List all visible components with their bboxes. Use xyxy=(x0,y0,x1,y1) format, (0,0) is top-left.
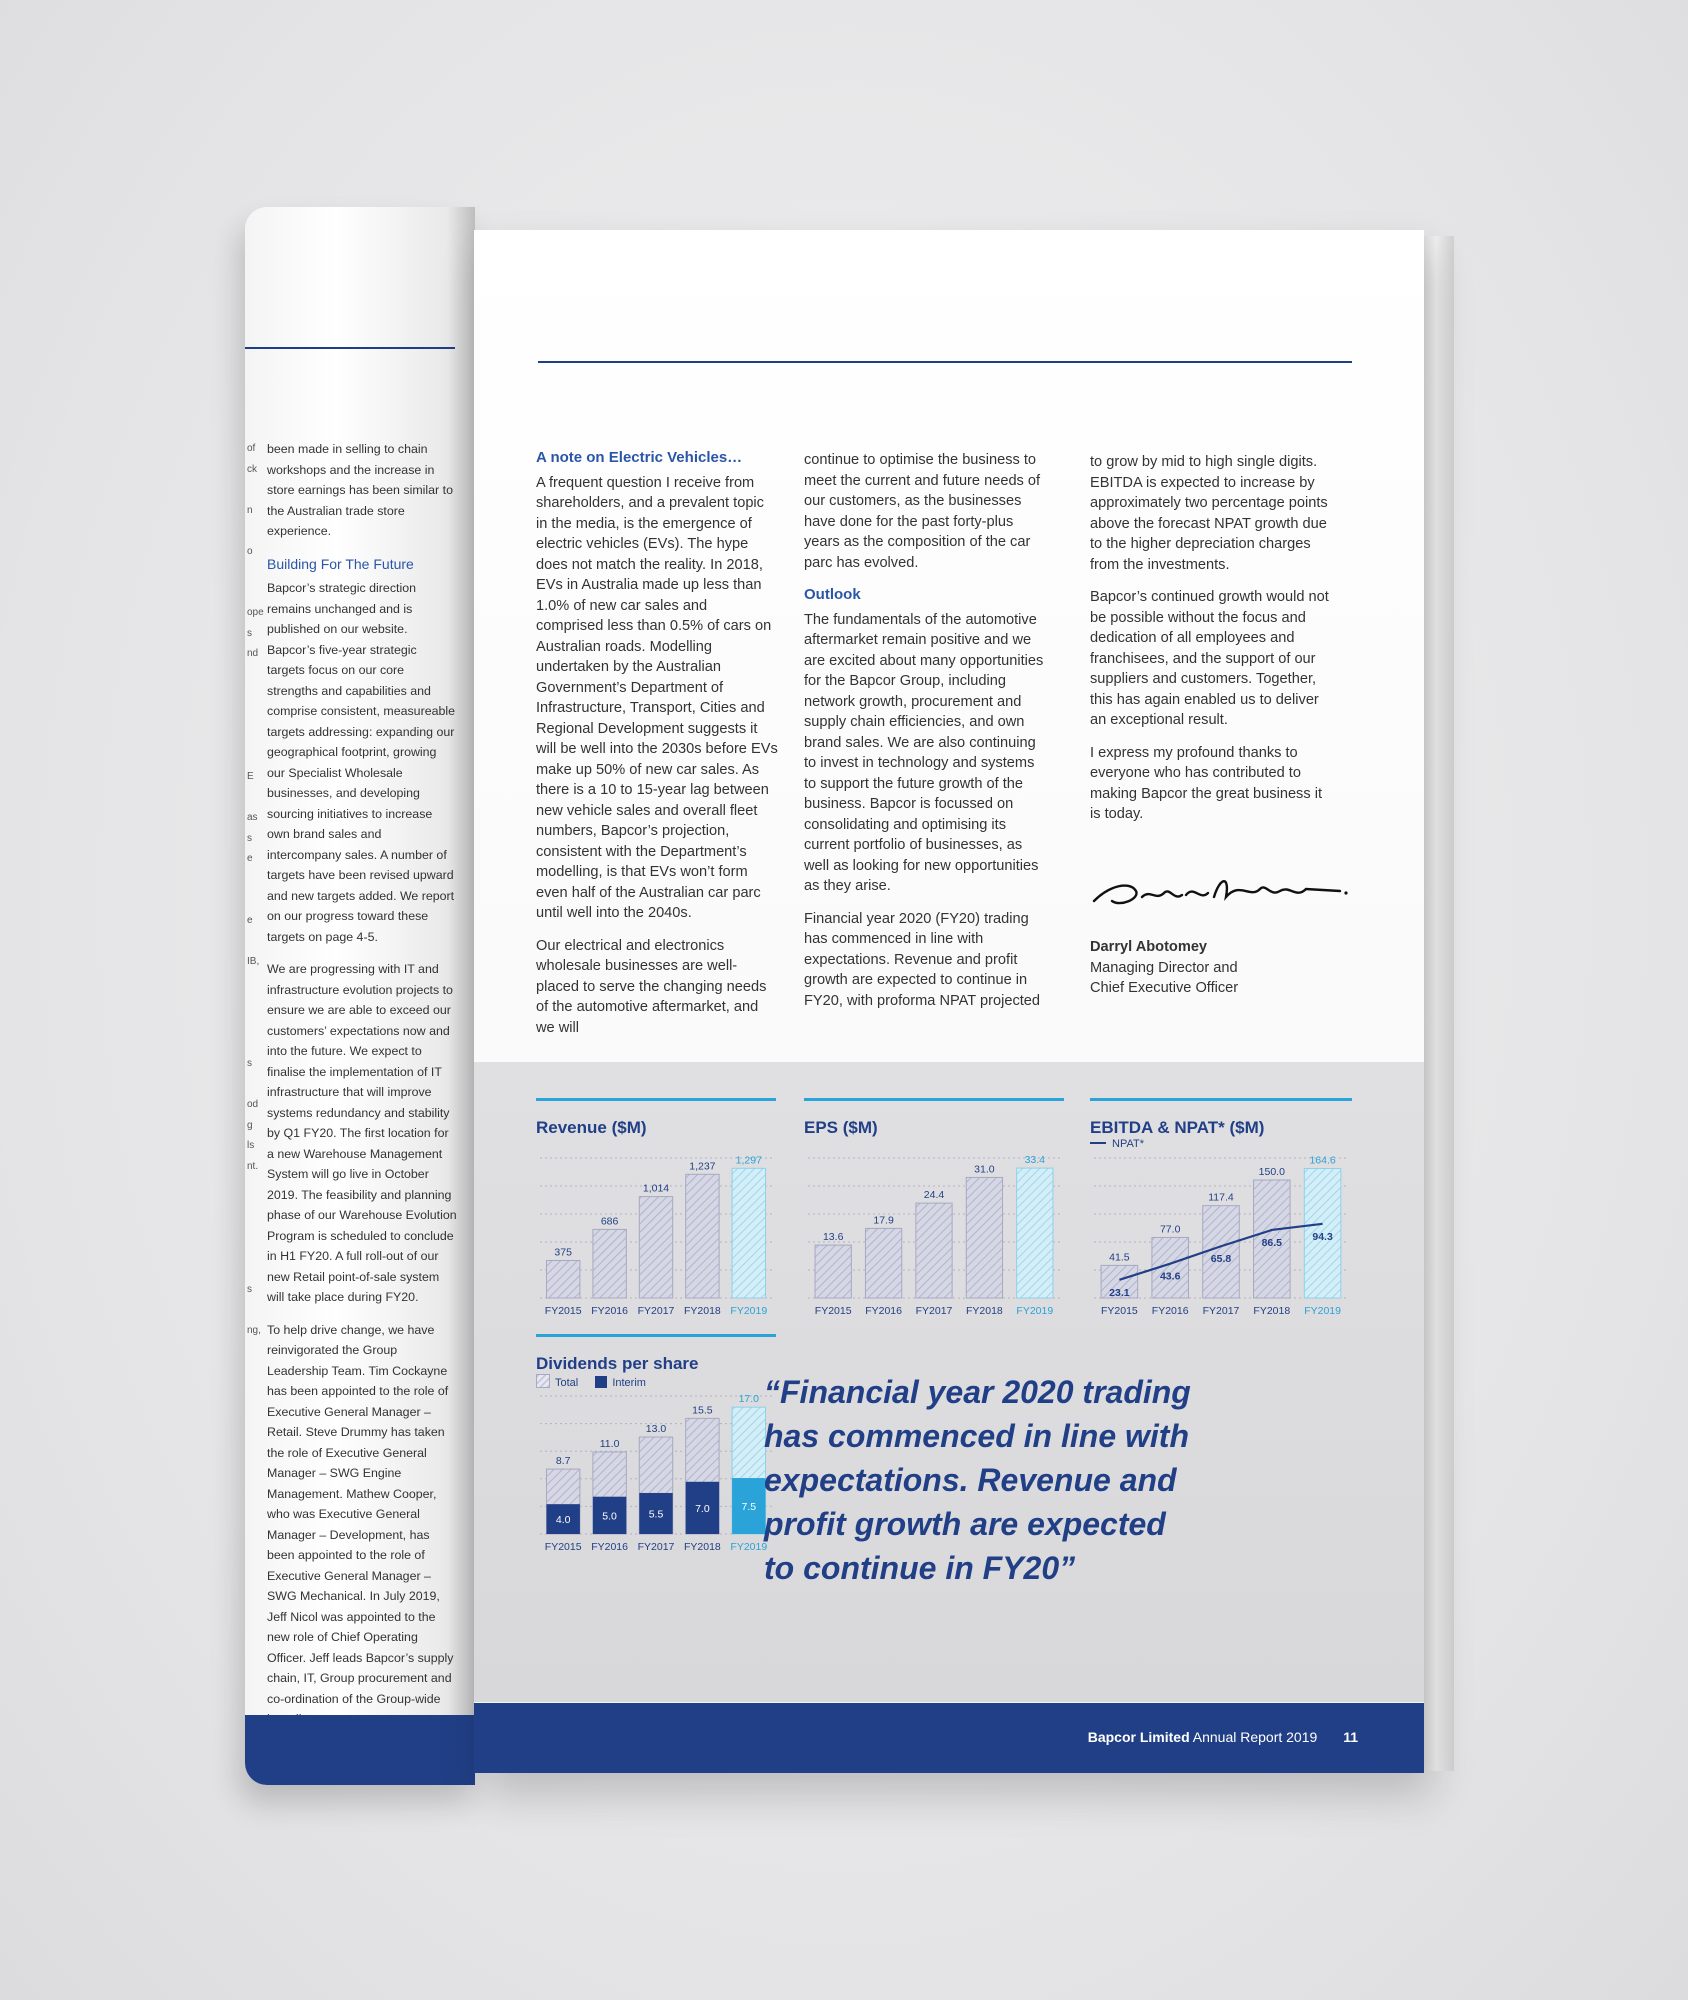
data-label: 8.7 xyxy=(555,1455,571,1468)
col2-paragraph-3: Financial year 2020 (FY20) trading has commenced in line with expectations. Revenue and profit growth are expected to continue in FY20, with proforma NPAT projected xyxy=(804,910,1041,1009)
data-label-interim: 5.0 xyxy=(602,1510,617,1523)
cut-fragment xyxy=(247,562,261,583)
npat-data-label: 94.3 xyxy=(1312,1230,1333,1243)
cut-fragment: n xyxy=(247,504,253,516)
bar xyxy=(546,1261,579,1299)
revenue-chart-svg xyxy=(536,1098,776,1328)
data-label: 77.0 xyxy=(1159,1223,1181,1236)
cut-fragment: ck xyxy=(247,463,257,475)
page-footer xyxy=(474,1703,1424,1773)
cut-fragment xyxy=(247,1239,261,1260)
col3-paragraph-3: I express my profound thanks to everyone who has contributed to making Bapcor the great business it is today. xyxy=(1090,744,1323,822)
npat-data-label: 86.5 xyxy=(1261,1236,1283,1249)
tick-label: FY2017 xyxy=(1202,1305,1240,1317)
eps-chart-svg xyxy=(804,1098,1064,1328)
page-stack-edge xyxy=(1424,236,1454,1771)
cut-fragment: nt. xyxy=(247,1160,259,1172)
cut-fragment xyxy=(247,1218,261,1239)
legend-label-total: Total xyxy=(555,1377,579,1389)
data-label: 1,237 xyxy=(689,1160,716,1173)
tick-label: FY2016 xyxy=(591,1305,628,1317)
data-label: 150.0 xyxy=(1258,1166,1285,1179)
left-paragraph-2: Bapcor’s strategic direction remains unchanged and is published on our website. Bapcor’s five-year strategic targets focus on our core strengths and capabilities and comprise consistent, measureable targets addressing: expanding our geographical footprint, growing our Specialist Wholesale businesses, and developing sourcing initiatives to increase own brand sales and intercompany sales. A number of targets have been revised upward and new targets added. We report on our progress toward these targets on page 4-5. xyxy=(267,581,456,944)
tick-label: FY2019 xyxy=(1016,1305,1054,1317)
cut-fragment xyxy=(247,726,261,747)
col3-paragraph-1: to grow by mid to high single digits. EBITDA is expected to increase by approximately two percentage points above the forecast NPAT growth due to the higher depreciation charges from the investments. xyxy=(1090,454,1328,573)
col2-paragraph-1: continue to optimise the business to meet the current and future needs of our customers, as the businesses have done for the past forty-plus years as the composition of the car parc has evolved. xyxy=(804,452,1041,571)
col1-paragraph-1: A frequent question I receive from shareholders, and a prevalent topic in the media, is the emergence of electric vehicles (EVs). The hype does not match the reality. In 2018, EVs in Australia made up less than 1.0% of new car sales and comprised less than 0.5% of cars on Australian roads. Modelling undertaken by the Australian Government’s Department of Infrastructure, Transport, Cities and Regional Development suggests it will be well into the 2030s before EVs make up 50% of new car sales. As there is a 10 to 15-year lag between new vehicle sales and overall fleet numbers, Bapcor’s projection, consistent with the Department’s modelling, is that EVs won’t form even half of the Australian car parc until well into the 2040s. xyxy=(536,474,778,921)
bar xyxy=(639,1197,672,1298)
dividends-chart-title: Dividends per share xyxy=(536,1354,699,1373)
cut-fragment xyxy=(247,583,261,604)
cut-fragment: o xyxy=(247,545,253,557)
data-label: 375 xyxy=(554,1246,572,1259)
cut-fragment: s xyxy=(247,627,252,639)
column-3 xyxy=(1090,452,1332,999)
legend-label-interim: Interim xyxy=(612,1377,646,1389)
tick-label: FY2016 xyxy=(1151,1305,1189,1317)
data-label: 24.4 xyxy=(923,1189,945,1202)
tick-label: FY2018 xyxy=(1253,1305,1291,1317)
npat-data-label: 43.6 xyxy=(1159,1270,1181,1283)
ebitda-chart-svg xyxy=(1090,1098,1352,1328)
cut-fragment: E xyxy=(247,771,254,782)
bar xyxy=(1203,1206,1240,1298)
data-label: 1,297 xyxy=(735,1154,762,1167)
col1-paragraph-2: Our electrical and electronics wholesale businesses are well-placed to serve the changing needs of the automotive aftermarket, and we will xyxy=(536,937,767,1036)
footer-text xyxy=(1088,1729,1358,1745)
cut-fragment xyxy=(247,480,261,501)
legend-label-npat: NPAT* xyxy=(1112,1138,1144,1150)
revenue-chart-title: Revenue ($M) xyxy=(536,1118,647,1137)
tick-label: FY2017 xyxy=(637,1305,675,1317)
data-label: 686 xyxy=(600,1215,619,1228)
data-label-interim: 7.5 xyxy=(741,1501,757,1514)
data-label: 1,014 xyxy=(642,1182,670,1195)
dividends-chart xyxy=(536,1334,776,1564)
heading-electric-vehicles: A note on Electric Vehicles… xyxy=(536,449,743,466)
ebitda-npat-chart xyxy=(1090,1098,1352,1328)
left-page-rule xyxy=(245,347,455,349)
left-paragraph-1: been made in selling to chain workshops and the increase in store earnings has been similar to the Australian trade store experience. xyxy=(267,442,453,538)
left-page-footer-band xyxy=(245,1715,475,1785)
data-label: 15.5 xyxy=(692,1404,713,1417)
data-label-interim: 4.0 xyxy=(555,1514,571,1527)
tick-label: FY2017 xyxy=(637,1541,675,1553)
tick-label: FY2018 xyxy=(966,1305,1003,1317)
tick-label: FY2019 xyxy=(1304,1305,1341,1317)
bar xyxy=(593,1229,626,1298)
tick-label: FY2018 xyxy=(684,1541,721,1553)
left-paragraph-3: We are progressing with IT and infrastructure evolution projects to ensure we are able to exceed our customers’ expectations now and into the future. We expect to finalise the implementation of IT infrastructure that will improve systems redundancy and stability by Q1 FY20. The first location for a new Warehouse Management System will go live in October 2019. The feasibility and planning phase of our Warehouse Evolution Program is scheduled to conclude in H1 FY20. A full roll-out of our new Retail point-of-sale system will take place during FY20. xyxy=(267,962,457,1304)
cut-fragment: e xyxy=(247,853,253,864)
footer-report: Annual Report 2019 xyxy=(1192,1729,1318,1745)
cut-fragment: s xyxy=(247,1058,252,1069)
data-label-interim: 5.5 xyxy=(648,1508,664,1521)
dividends-chart-svg xyxy=(536,1334,776,1564)
col2-paragraph-2: The fundamentals of the automotive aftermarket remain positive and we are excited about many opportunities for the Bapcor Group, including network growth, procurement and supply chain efficiencies, and own brand sales. We are also continuing to invest in technology and systems to support the future growth of the business. Bapcor is focussed on consolidating and optimising its current portfolio of businesses, as well as looking for new opportunities as they arise. xyxy=(804,611,1044,894)
cut-fragment: od xyxy=(247,1099,259,1110)
left-page xyxy=(245,207,475,1785)
npat-data-label: 65.8 xyxy=(1210,1253,1232,1266)
tick-label: FY2016 xyxy=(591,1541,628,1553)
cut-fragment xyxy=(247,1075,261,1096)
cut-fragment: IB, xyxy=(247,955,260,967)
cut-fragment: of xyxy=(247,443,256,454)
heading-building-future: Building For The Future xyxy=(267,555,414,572)
top-rule xyxy=(538,361,1352,363)
data-label-interim: 7.0 xyxy=(695,1502,710,1515)
cut-fragment xyxy=(247,706,261,727)
cut-fragment xyxy=(247,521,261,542)
footer-company: Bapcor Limited xyxy=(1087,1729,1190,1745)
cut-fragment xyxy=(247,788,261,809)
tick-label: FY2017 xyxy=(915,1305,953,1317)
column-2 xyxy=(804,450,1046,1023)
eps-chart xyxy=(804,1098,1064,1328)
tick-label: FY2015 xyxy=(1101,1305,1138,1317)
cut-fragment: ng, xyxy=(247,1324,261,1336)
data-label: 17.9 xyxy=(873,1214,894,1227)
cut-fragment xyxy=(247,1198,261,1219)
data-label: 11.0 xyxy=(599,1437,620,1450)
signatory-role-1: Managing Director and xyxy=(1090,959,1238,976)
cut-fragment: nd xyxy=(247,648,259,659)
data-label: 13.0 xyxy=(645,1423,667,1436)
data-label: 33.4 xyxy=(1024,1154,1046,1167)
revenue-chart xyxy=(536,1098,776,1328)
cut-fragment xyxy=(247,890,261,911)
tick-label: FY2019 xyxy=(730,1541,768,1553)
left-paragraph-4: To help drive change, we have reinvigorated the Group Leadership Team. Tim Cockayne has been appointed to the role of Executive General Manager – Retail. Steve Drummy has taken the role of Executive General Manager – SWG Engine Management. Mathew Cooper, who was Executive General Manager – Development, has been appointed to the role of Executive General Manager – SWG Mechanical. In July 2019, Jeff Nicol was appointed to the new role of Chief Operating Officer. Jeff leads Bapcor’s supply chain, IT, Group procurement and co-ordination of the Group-wide xyxy=(267,1322,454,1706)
bar xyxy=(686,1174,719,1298)
cut-fragment xyxy=(247,1034,261,1055)
cut-fragment xyxy=(247,685,261,706)
cut-fragment: s xyxy=(247,832,252,844)
cut-fragment xyxy=(247,1013,261,1034)
bar xyxy=(815,1245,851,1298)
bar xyxy=(966,1177,1002,1298)
tick-label: FY2016 xyxy=(865,1305,902,1317)
data-label: 41.5 xyxy=(1109,1251,1130,1264)
npat-data-label: 23.1 xyxy=(1109,1286,1130,1299)
cut-fragment xyxy=(247,747,261,768)
cut-fragment xyxy=(247,972,261,993)
column-1 xyxy=(536,448,778,1050)
data-label: 117.4 xyxy=(1208,1191,1234,1204)
signatory-role-2: Chief Executive Officer xyxy=(1090,980,1239,996)
cut-fragment: s xyxy=(247,1283,252,1295)
pull-quote: “Financial year 2020 trading has commenced in line with expectations. Revenue and profit growth are expected to continue in FY20” xyxy=(764,1374,1191,1586)
tick-label: FY2015 xyxy=(544,1305,582,1317)
bar xyxy=(865,1228,901,1298)
cut-fragment xyxy=(247,993,261,1014)
ebitda-chart-title: EBITDA & NPAT* ($M) xyxy=(1090,1118,1265,1137)
signature-image xyxy=(1090,871,1350,913)
left-page-column xyxy=(267,439,457,1742)
cut-off-text-fragments xyxy=(247,439,264,1341)
cut-fragment: e xyxy=(247,914,253,926)
bar xyxy=(916,1203,952,1298)
cut-fragment xyxy=(247,1259,261,1280)
col3-paragraph-2: Bapcor’s continued growth would not be possible without the focus and dedication of all employees and franchisees, and the support of our suppliers and customers. Together, this has again enabled us to deliver an exceptional result. xyxy=(1090,589,1329,728)
tick-label: FY2019 xyxy=(730,1305,768,1317)
cut-fragment xyxy=(247,1300,261,1321)
page-number: 11 xyxy=(1343,1729,1358,1745)
eps-chart-title: EPS ($M) xyxy=(804,1118,878,1137)
right-page xyxy=(474,230,1424,1773)
data-label: 17.0 xyxy=(738,1393,760,1406)
cut-fragment: g xyxy=(247,1119,253,1131)
data-label: 164.6 xyxy=(1309,1154,1336,1167)
bar xyxy=(732,1168,765,1298)
cut-fragment xyxy=(247,665,261,686)
cut-fragment xyxy=(247,1177,261,1198)
cut-fragment: as xyxy=(247,812,258,823)
bar xyxy=(1017,1168,1053,1298)
heading-outlook: Outlook xyxy=(804,586,861,603)
signatory-name: Darryl Abotomey xyxy=(1090,939,1208,955)
data-label: 31.0 xyxy=(974,1163,995,1176)
cut-fragment xyxy=(247,870,261,891)
cut-fragment: ls xyxy=(247,1140,255,1151)
tick-label: FY2015 xyxy=(814,1305,852,1317)
cut-fragment xyxy=(247,931,261,952)
cut-fragment: ope xyxy=(247,607,264,618)
tick-label: FY2018 xyxy=(684,1305,721,1317)
tick-label: FY2015 xyxy=(544,1541,582,1553)
data-label: 13.6 xyxy=(822,1231,844,1244)
